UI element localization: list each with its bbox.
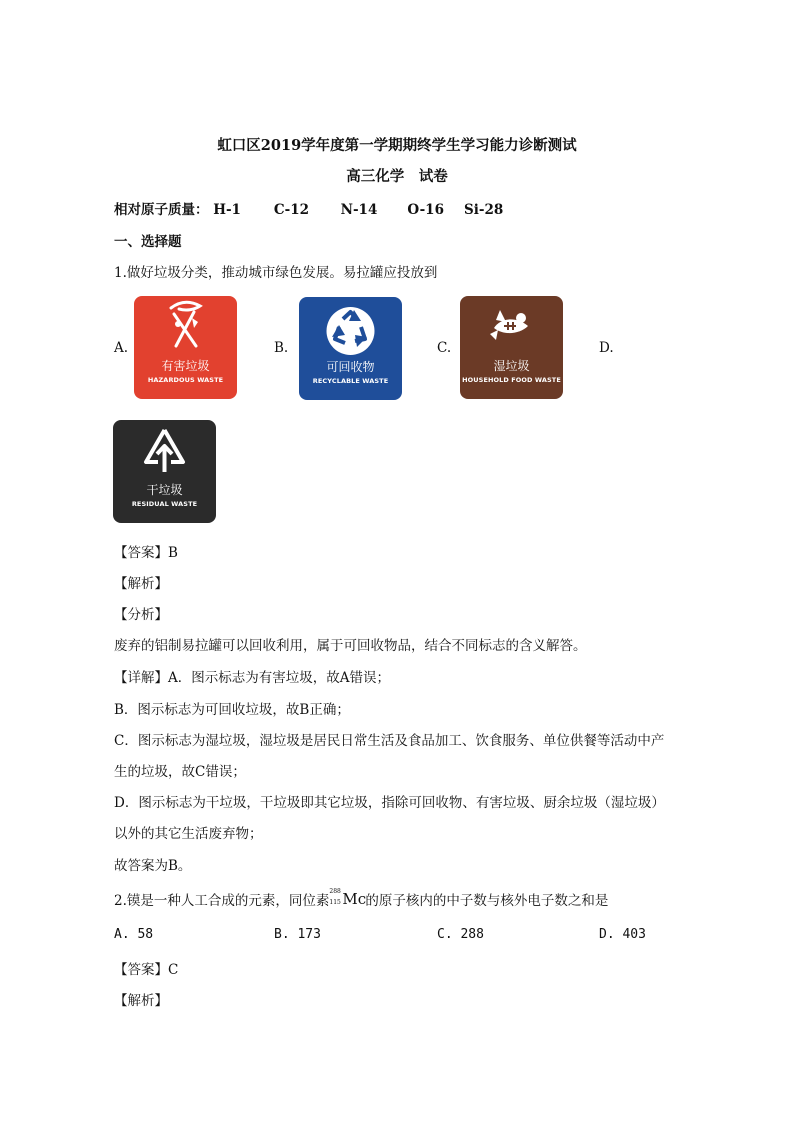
q2-option-b: B. 173 [274,927,321,942]
recycle-icon [299,297,402,359]
q1-jiexi: 【解析】 [114,576,168,592]
atomic-mass-h: H-1 [213,202,241,218]
atomic-mass-label: 相对原子质量： [114,202,209,218]
q1-analysis: 废弃的铝制易拉罐可以回收利用，属于可回收物品，结合不同标志的含义解答。 [114,638,587,654]
q1-detail-b: B．图示标志为可回收垃圾，故B正确； [114,702,350,718]
hazardous-waste-sign [134,296,237,399]
residual-waste-en: RESIDUAL WASTE [131,500,198,508]
q1-detail-c1: C．图示标志为湿垃圾，湿垃圾是居民日常生活及食品加工、饮食服务、单位供餐等活动中产 [114,733,665,749]
q2-suffix: 的原子核内的中子数与核外电子数之和是 [365,893,609,909]
q1-detail-d2: 以外的其它生活废弃物； [114,826,263,842]
atomic-mass-n: N-14 [340,202,378,218]
recyclable-waste-en: RECYCLABLE WASTE [312,377,389,385]
q1-detail-d1: D．图示标志为干垃圾，干垃圾即其它垃圾，指除可回收物、有害垃圾、厨余垃圾（湿垃圾） [114,795,665,811]
residual-waste-cn: 干垃圾 [146,483,183,497]
q1-option-b-letter: B. [274,340,289,356]
atomic-number: 115 [329,899,341,906]
q1-option-d-letter: D. [599,340,614,356]
residual-waste-sign [113,420,216,523]
q2-prefix: 2.镆是一种人工合成的元素，同位素 [114,893,330,909]
nuclide-notation [329,888,367,908]
food-waste-sign [460,296,563,399]
residual-icon [113,420,216,480]
q2-option-a: A. 58 [114,927,154,942]
mass-number: 288 [329,888,341,895]
atomic-mass-line [114,198,503,218]
food-waste-cn: 湿垃圾 [493,359,530,373]
q2-option-d: D. 403 [599,927,646,942]
q1-option-a-letter: A. [114,340,129,356]
q1-detail-c2: 生的垃圾，故C错误； [114,764,246,780]
hazardous-waste-cn: 有害垃圾 [161,359,210,373]
atomic-mass-o: O-16 [407,202,444,218]
food-waste-en: HOUSEHOLD FOOD WASTE [462,376,561,384]
recyclable-waste-sign [299,297,402,400]
q1-detail-a: 【详解】A．图示标志为有害垃圾，故A错误； [114,670,390,686]
q2-question [114,889,608,909]
atomic-mass-c: C-12 [273,202,310,218]
hazardous-icon [134,296,237,356]
q1-conclusion: 故答案为B。 [114,858,192,874]
q2-option-c: C. 288 [437,927,484,942]
recyclable-waste-cn: 可回收物 [326,360,375,374]
q1-option-c-letter: C. [437,340,452,356]
hazardous-waste-en: HAZARDOUS WASTE [147,376,224,384]
q1-fenxi: 【分析】 [114,607,168,623]
q2-jiexi: 【解析】 [114,993,168,1009]
q2-answer: 【答案】C [114,962,179,978]
atomic-mass-si: Si-28 [464,202,504,218]
exam-subtitle: 高三化学 试卷 [346,168,448,185]
q1-question: 1.做好垃圾分类，推动城市绿色发展。易拉罐应投放到 [114,265,438,281]
food-waste-icon [460,296,563,356]
element-symbol: Mc [342,890,367,908]
exam-title: 虹口区2019学年度第一学期期终学生学习能力诊断测试 [217,137,577,154]
q1-answer: 【答案】B [114,545,178,561]
section-title: 一、选择题 [114,234,182,250]
